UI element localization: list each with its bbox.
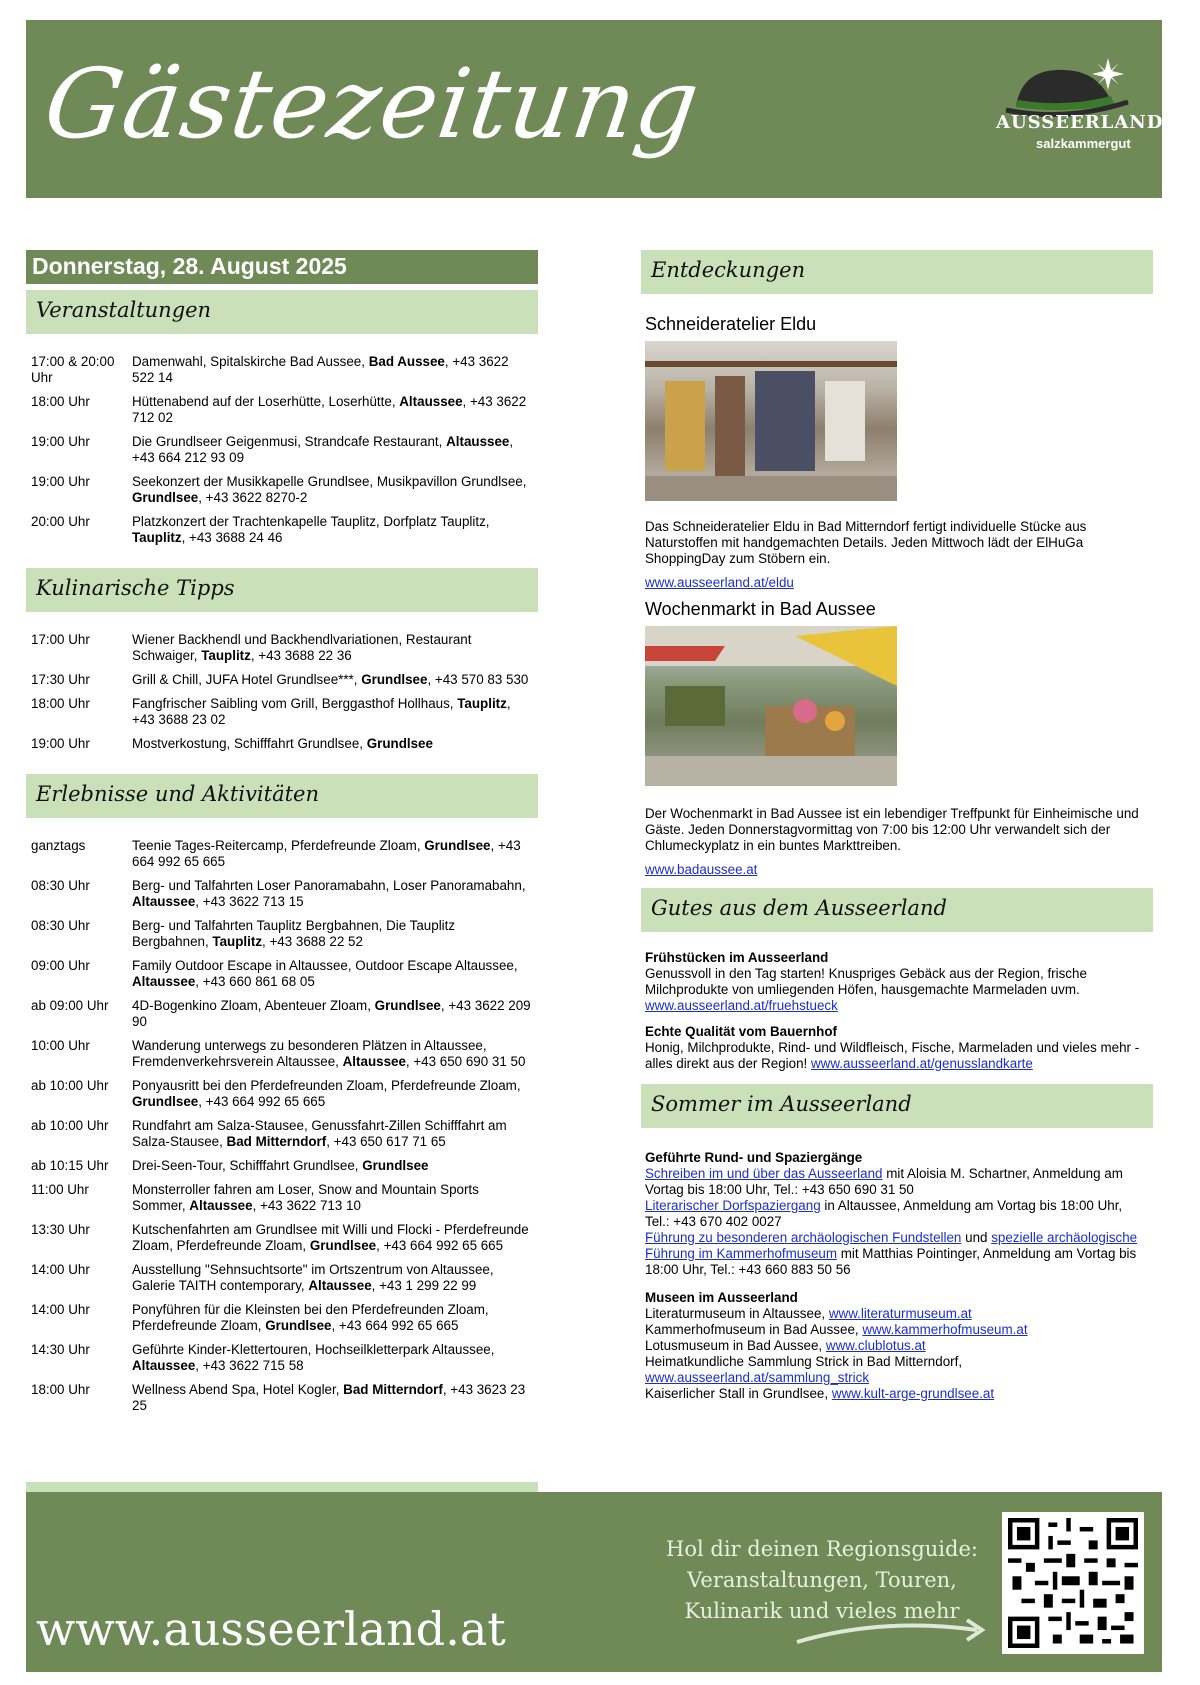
event-time: 13:30 Uhr	[31, 1222, 90, 1237]
event-description: Hüttenabend auf der Loserhütte, Loserhütte, Altaussee, +43 3622 712 02	[132, 394, 527, 425]
arrow-icon	[792, 1612, 992, 1652]
event-description: Monsterroller fahren am Loser, Snow and Mountain Sports Sommer, Altaussee, +43 3622 713 10	[132, 1182, 479, 1213]
list-item	[31, 394, 533, 426]
event-time: 19:00 Uhr	[31, 434, 90, 449]
tour-link[interactable]: Literarischer Dorfspaziergang	[645, 1198, 821, 1213]
event-time: 14:00 Uhr	[31, 1302, 90, 1317]
guide-line: Hol dir deinen Regionsguide:	[666, 1537, 978, 1561]
ausseerland-logo	[996, 52, 1164, 164]
event-time: ganztags	[31, 838, 86, 853]
event-description: Drei-Seen-Tour, Schifffahrt Grundlsee, Grundlsee	[132, 1158, 429, 1173]
list-item	[31, 434, 533, 466]
section-veranstaltungen: Veranstaltungen	[26, 290, 538, 334]
event-time: 08:30 Uhr	[31, 918, 90, 933]
list-item	[31, 1382, 533, 1414]
section-erlebnisse: Erlebnisse und Aktivitäten	[26, 774, 538, 818]
section-kulinarisch: Kulinarische Tipps	[26, 568, 538, 612]
list-item	[31, 1302, 533, 1334]
event-description: Wellness Abend Spa, Hotel Kogler, Bad Mitterndorf, +43 3623 23 25	[132, 1382, 526, 1413]
culinary-list	[26, 612, 538, 768]
event-time: 14:00 Uhr	[31, 1262, 90, 1277]
museum-item: Heimatkundliche Sammlung Strick in Bad Mitterndorf, www.ausseerland.at/sammlung_strick	[645, 1354, 963, 1385]
event-description: 4D-Bogenkino Zloam, Abenteuer Zloam, Grundlsee, +43 3622 209 90	[132, 998, 531, 1029]
item-title: Echte Qualität vom Bauernhof	[645, 1024, 837, 1039]
event-time: 08:30 Uhr	[31, 878, 90, 893]
list-item	[31, 354, 533, 386]
list-item	[31, 1158, 533, 1174]
museum-item: Literaturmuseum in Altaussee, www.literaturmuseum.at	[645, 1306, 972, 1321]
list-item	[31, 1182, 533, 1214]
event-description: Platzkonzert der Trachtenkapelle Tauplitz, Dorfplatz Tauplitz, Tauplitz, +43 3688 24 46	[132, 514, 490, 545]
event-time: 19:00 Uhr	[31, 736, 90, 751]
museum-link[interactable]: www.ausseerland.at/sammlung_strick	[645, 1370, 870, 1385]
list-item	[31, 1118, 533, 1150]
event-time: ab 10:00 Uhr	[31, 1078, 109, 1093]
museums-title: Museen im Ausseerland	[645, 1290, 798, 1305]
event-time: 11:00 Uhr	[31, 1182, 89, 1197]
tour-link[interactable]: Führung zu besonderen archäologischen Fundstellen	[645, 1230, 962, 1245]
genusslandkarte-link[interactable]: www.ausseerland.at/genusslandkarte	[811, 1056, 1033, 1071]
tour-item: Schreiben im und über das Ausseerland mit Aloisia M. Schartner, Anmeldung am Vortag bis 18:00 Uhr, Tel.: +43 650 690 31 50	[645, 1166, 1123, 1197]
list-item	[31, 838, 533, 870]
market-photo	[645, 626, 897, 786]
badaussee-link[interactable]: www.badaussee.at	[645, 862, 758, 877]
event-description: Geführte Kinder-Klettertouren, Hochseilkletterpark Altaussee, Altaussee, +43 3622 715 58	[132, 1342, 495, 1373]
event-description: Kutschenfahrten am Grundlsee mit Willi und Flocki - Pferdefreunde Zloam, Pferdefreunde Zloam, Grundlsee, +43 664 992 65 665	[132, 1222, 529, 1253]
event-time: 17:00 Uhr	[31, 632, 90, 647]
museum-item: Kammerhofmuseum in Bad Aussee, www.kammerhofmuseum.at	[645, 1322, 1028, 1337]
event-description: Die Grundlseer Geigenmusi, Strandcafe Restaurant, Altaussee, +43 664 212 93 09	[132, 434, 514, 465]
list-item	[31, 1078, 533, 1110]
tour-item: Literarischer Dorfspaziergang in Altaussee, Anmeldung am Vortag bis 18:00 Uhr, Tel.: +43 670 402 0027	[645, 1198, 1123, 1229]
header-banner	[26, 20, 1162, 198]
qr-code[interactable]	[1002, 1512, 1144, 1654]
list-item	[31, 1262, 533, 1294]
event-description: Rundfahrt am Salza-Stausee, Genussfahrt-Zillen Schifffahrt am Salza-Stausee, Bad Mitterndorf, +43 650 617 71 65	[132, 1118, 507, 1149]
event-description: Damenwahl, Spitalskirche Bad Aussee, Bad Aussee, +43 3622 522 14	[132, 354, 509, 385]
event-description: Seekonzert der Musikkapelle Grundlsee, Musikpavillon Grundlsee, Grundlsee, +43 3622 8270-2	[132, 474, 527, 505]
discovery-title: Wochenmarkt in Bad Aussee	[645, 599, 876, 619]
guide-line: Kulinarik und vieles mehr	[684, 1599, 960, 1623]
event-description: Grill & Chill, JUFA Hotel Grundlsee***, Grundlsee, +43 570 83 530	[132, 672, 529, 687]
event-description: Mostverkostung, Schifffahrt Grundlsee, Grundlsee	[132, 736, 433, 751]
event-description: Teenie Tages-Reitercamp, Pferdefreunde Zloam, Grundlsee, +43 664 992 65 665	[132, 838, 521, 869]
section-gutes: Gutes aus dem Ausseerland	[641, 888, 1153, 932]
item-text: Genussvoll in den Tag starten! Knuspriges Gebäck aus der Region, frische Milchprodukte von umliegenden Höfen, hausgemachte Marmeladen uvm.	[645, 966, 1087, 997]
list-item	[31, 514, 533, 546]
tours-title: Geführte Rund- und Spaziergänge	[645, 1150, 863, 1165]
market-image	[645, 626, 897, 786]
event-description: Wanderung unterwegs zu besonderen Plätzen in Altaussee, Fremdenverkehrsverein Altaussee, Altaussee, +43 650 690 31 50	[132, 1038, 526, 1069]
item-title: Frühstücken im Ausseerland	[645, 950, 829, 965]
discovery-text: Der Wochenmarkt in Bad Aussee ist ein lebendiger Treffpunkt für Einheimische und Gäste. Jeden Donnerstagvormittag von 7:00 bis 12:00 Uhr verwandelt sich der Chlumeckyplatz in ein buntes Markttreiben.	[645, 806, 1139, 853]
list-item	[31, 474, 533, 506]
events-list	[26, 334, 538, 562]
event-time: ab 10:15 Uhr	[31, 1158, 109, 1173]
event-time: 09:00 Uhr	[31, 958, 90, 973]
qr-code-icon	[1008, 1518, 1138, 1648]
museum-item: Lotusmuseum in Bad Aussee, www.clublotus.at	[645, 1338, 926, 1353]
eldu-link[interactable]: www.ausseerland.at/eldu	[645, 575, 794, 590]
footer-banner	[26, 1492, 1162, 1672]
event-description: Ausstellung "Sehnsuchtsorte" im Ortszentrum von Altaussee, Galerie TAITH contemporary, Altaussee, +43 1 299 22 99	[132, 1262, 494, 1293]
tour-link[interactable]: spezielle archäologische Führung im Kammerhofmuseum	[645, 1230, 1138, 1261]
logo-wordmark: AUSSEERLAND	[996, 112, 1164, 133]
event-description: Berg- und Talfahrten Loser Panoramabahn, Loser Panoramabahn, Altaussee, +43 3622 713 15	[132, 878, 526, 909]
museum-link[interactable]: www.kammerhofmuseum.at	[862, 1322, 1028, 1337]
event-time: 18:00 Uhr	[31, 1382, 90, 1397]
logo-subtitle: salzkammergut	[1036, 136, 1131, 151]
event-time: 18:00 Uhr	[31, 696, 90, 711]
event-time: 18:00 Uhr	[31, 394, 90, 409]
tour-link[interactable]: Schreiben im und über das Ausseerland	[645, 1166, 883, 1181]
right-column	[641, 250, 1153, 1402]
divider	[26, 1482, 538, 1492]
list-item	[31, 736, 533, 752]
event-time: ab 09:00 Uhr	[31, 998, 109, 1013]
museum-link[interactable]: www.kult-arge-grundlsee.at	[831, 1386, 995, 1401]
event-time: 17:30 Uhr	[31, 672, 90, 687]
discovery-title: Schneideratelier Eldu	[645, 314, 817, 334]
activities-list	[26, 818, 538, 1430]
event-description: Family Outdoor Escape in Altaussee, Outdoor Escape Altaussee, Altaussee, +43 660 861 68 05	[132, 958, 518, 989]
list-item	[31, 672, 533, 688]
event-time: 20:00 Uhr	[31, 514, 90, 529]
fruehstueck-link[interactable]: www.ausseerland.at/fruehstueck	[645, 998, 838, 1013]
event-time: 14:30 Uhr	[31, 1342, 90, 1357]
list-item	[31, 1038, 533, 1070]
footer-guide-text	[652, 1534, 992, 1627]
newspaper-title: Gästezeitung	[38, 48, 707, 160]
museum-item: Kaiserlicher Stall in Grundlsee, www.kult-arge-grundlsee.at	[645, 1386, 995, 1401]
footer-url[interactable]: www.ausseerland.at	[36, 1602, 506, 1656]
section-entdeckungen: Entdeckungen	[641, 250, 1153, 294]
date-heading: Donnerstag, 28. August 2025	[26, 250, 538, 284]
event-time: 17:00 & 20:00 Uhr	[31, 354, 115, 385]
tour-item: Führung zu besonderen archäologischen Fundstellen und spezielle archäologische Führung im Kammerhofmuseum mit Matthias Pointinger, Anmeldung am Vortag bis 18:00 Uhr, Tel.: +43 660 883 50 56	[645, 1230, 1138, 1277]
atelier-image	[645, 341, 897, 501]
museum-link[interactable]: www.clublotus.at	[825, 1338, 926, 1353]
list-item	[31, 998, 533, 1030]
event-description: Ponyführen für die Kleinsten bei den Pferdefreunden Zloam, Pferdefreunde Zloam, Grundlsee, +43 664 992 65 665	[132, 1302, 489, 1333]
left-column	[26, 250, 538, 1430]
list-item	[31, 1342, 533, 1374]
discovery-text: Das Schneideratelier Eldu in Bad Mitterndorf fertigt individuelle Stücke aus Naturstoffen mit handgemachten Details. Jeden Mittwoch lädt der ElHuGa ShoppingDay zum Stöbern ein.	[645, 519, 1087, 566]
list-item	[31, 918, 533, 950]
event-time: 10:00 Uhr	[31, 1038, 90, 1053]
list-item	[31, 632, 533, 664]
event-time: 19:00 Uhr	[31, 474, 90, 489]
section-sommer: Sommer im Ausseerland	[641, 1084, 1153, 1128]
list-item	[31, 696, 533, 728]
list-item	[31, 1222, 533, 1254]
item-text: Honig, Milchprodukte, Rind- und Wildfleisch, Fische, Marmeladen und vieles mehr - alles direkt aus der Region! www.ausseerland.at/genusslandkarte	[645, 1040, 1140, 1071]
event-description: Fangfrischer Saibling vom Grill, Berggasthof Hollhaus, Tauplitz, +43 3688 23 02	[132, 696, 511, 727]
list-item	[31, 878, 533, 910]
event-time: ab 10:00 Uhr	[31, 1118, 109, 1133]
event-description: Wiener Backhendl und Backhendlvariationen, Restaurant Schwaiger, Tauplitz, +43 3688 22 36	[132, 632, 472, 663]
guide-line: Veranstaltungen, Touren,	[687, 1568, 957, 1592]
list-item	[31, 958, 533, 990]
museum-link[interactable]: www.literaturmuseum.at	[828, 1306, 972, 1321]
event-description: Berg- und Talfahrten Tauplitz Bergbahnen, Die Tauplitz Bergbahnen, Tauplitz, +43 3688 22 52	[132, 918, 456, 949]
atelier-photo	[645, 341, 897, 501]
event-description: Ponyausritt bei den Pferdefreunden Zloam, Pferdefreunde Zloam, Grundlsee, +43 664 992 65 665	[132, 1078, 521, 1109]
